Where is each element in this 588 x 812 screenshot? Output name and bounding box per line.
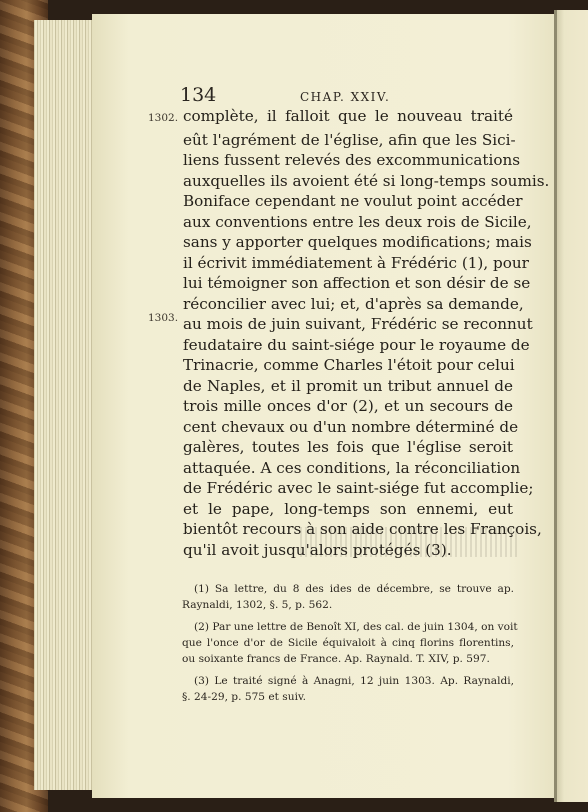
- footnote-line: Raynaldi, 1302, §. 5, p. 562.: [182, 599, 333, 611]
- margin-year: 1303.: [148, 312, 179, 324]
- footnote-line: (1) Sa lettre, du 8 des ides de décembre, se trouve ap.: [194, 583, 514, 595]
- footnote-line: ou soixante francs de France. Ap. Raynald. T. XIV, p. 597.: [182, 653, 490, 665]
- text-line: liens fussent relevés des excommunications: [183, 151, 521, 169]
- text-line: complète, il falloit que le nouveau traité: [183, 107, 513, 125]
- text-line: galères, toutes les fois que l'église seroit: [183, 438, 513, 456]
- margin-year: 1302.: [148, 112, 179, 124]
- footnote-line: (2) Par une lettre de Benoît XI, des cal. de juin 1304, on voit: [194, 621, 518, 633]
- footnote-line: que l'once d'or de Sicile équivaloit à cinq florins florentins,: [182, 637, 514, 649]
- text-line: auxquelles ils avoient été si long-temps soumis.: [183, 172, 550, 190]
- text-line: bientôt recours à son aide contre les François,: [183, 520, 542, 538]
- text-line: il écrivit immédiatement à Frédéric (1), pour: [183, 254, 529, 272]
- text-line: cent chevaux ou d'un nombre déterminé de: [183, 418, 519, 436]
- text-line: sans y apporter quelques modifications; mais: [183, 233, 532, 251]
- text-line: aux conventions entre les deux rois de Sicile,: [183, 213, 532, 231]
- chapter-heading: CHAP. XXIV.: [300, 90, 391, 104]
- text-line: Trinacrie, comme Charles l'étoit pour celui: [183, 356, 515, 374]
- facing-page-edge: [554, 10, 588, 802]
- text-line: Boniface cependant ne voulut point accéder: [183, 192, 523, 210]
- text-line: au mois de juin suivant, Frédéric se reconnut: [183, 315, 533, 333]
- text-line: feudataire du saint-siége pour le royaume de: [183, 336, 530, 354]
- page-edges: [34, 20, 96, 790]
- text-line: de Naples, et il promit un tribut annuel de: [183, 377, 513, 395]
- footnote-line: (3) Le traité signé à Anagni, 12 juin 1303. Ap. Raynaldi,: [194, 675, 514, 687]
- text-line: et le pape, long-temps son ennemi, eut: [183, 500, 513, 518]
- text-line: trois mille onces d'or (2), et un secours de: [183, 397, 513, 415]
- footnote-line: §. 24-29, p. 575 et suiv.: [182, 691, 307, 703]
- text-line: lui témoigner son affection et son désir de se: [183, 274, 531, 292]
- text-line: qu'il avoit jusqu'alors protégés (3).: [183, 541, 452, 559]
- text-line: de Frédéric avec le saint-siége fut accomplie;: [183, 479, 534, 497]
- text-line: réconcilier avec lui; et, d'après sa demande,: [183, 295, 524, 313]
- text-line: attaquée. A ces conditions, la réconciliation: [183, 459, 521, 477]
- page-number: 134: [180, 84, 217, 106]
- text-line: eût l'agrément de l'église, afin que les Sici-: [183, 131, 516, 149]
